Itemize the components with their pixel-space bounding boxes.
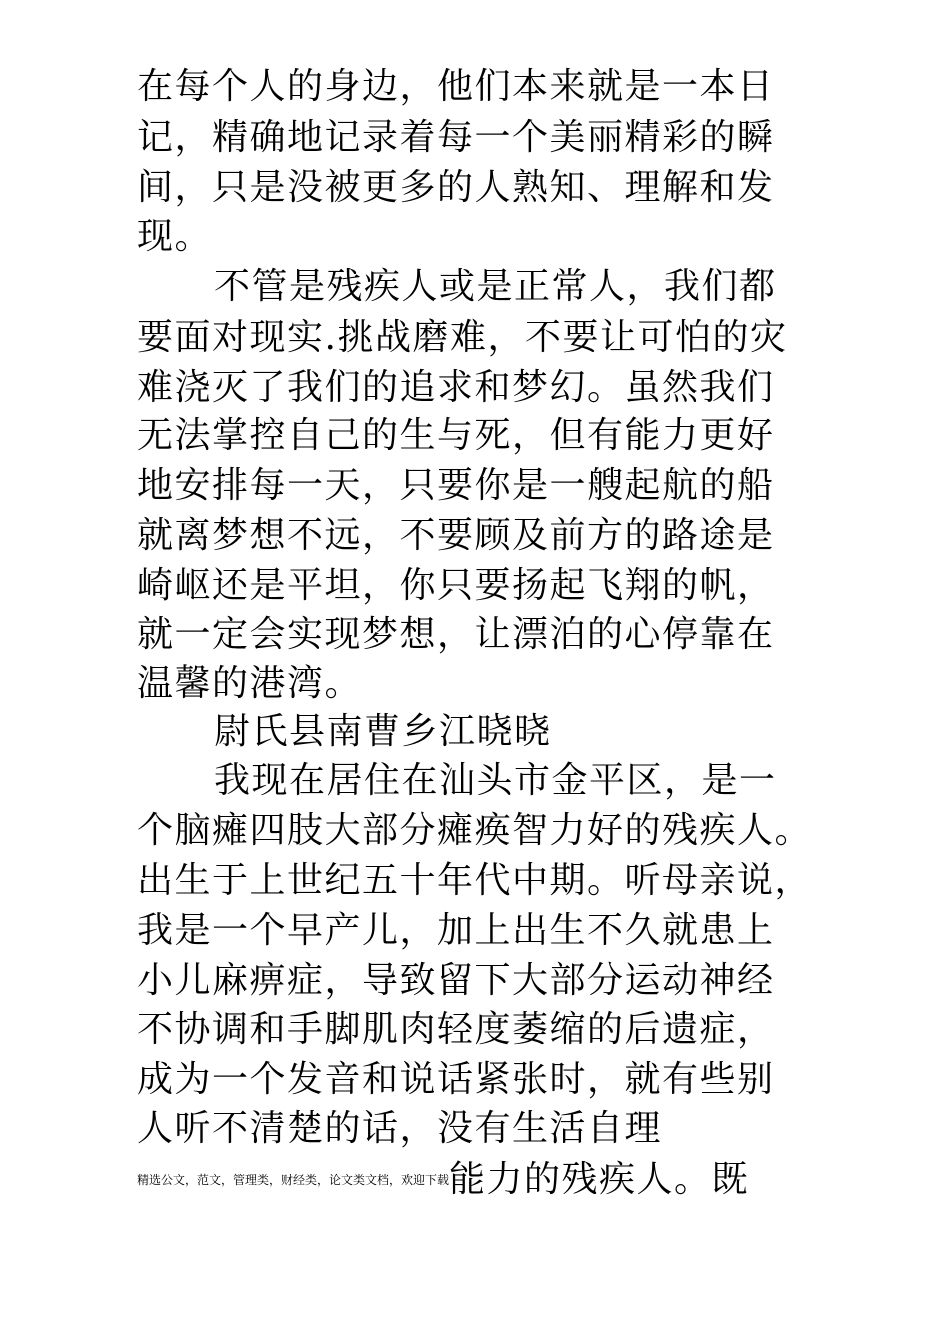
paragraph-2-line-6: 就离梦想不远，不要顾及前方的路途是 (137, 515, 775, 556)
paragraph-3-line-3: 出生于上世纪五十年代中期。听母亲说， (137, 860, 813, 901)
paragraph-2-line-2: 要面对现实.挑战磨难，不要让可怕的灾 (137, 317, 788, 358)
paragraph-3-line-7: 成为一个发音和说话紧张时，就有些别 (137, 1059, 775, 1100)
author-line: 尉氏县南曹乡江晓晓 (214, 711, 552, 752)
paragraph-1-line-4: 现。 (137, 216, 213, 257)
paragraph-3-line-6: 不协调和手脚肌肉轻度萎缩的后遗症， (137, 1009, 775, 1050)
paragraph-1-line-2: 记，精确地记录着每一个美丽精彩的瞬 (137, 117, 775, 158)
paragraph-2-line-5: 地安排每一天，只要你是一艘起航的船 (137, 465, 775, 506)
paragraph-1-line-1: 在每个人的身边，他们本来就是一本日 (137, 66, 775, 107)
paragraph-2-line-3: 难浇灭了我们的追求和梦幻。虽然我们 (137, 367, 775, 408)
paragraph-3-line-1: 我现在居住在汕头市金平区，是一 (214, 760, 777, 801)
continued-text: 能力的残疾人。既 (449, 1159, 750, 1200)
paragraph-1-line-3: 间，只是没被更多的人熟知、理解和发 (137, 167, 775, 208)
paragraph-2-line-4: 无法掌控自己的生与死，但有能力更好 (137, 415, 775, 456)
paragraph-3-line-8: 人听不清楚的话，没有生活自理 (137, 1108, 663, 1149)
paragraph-3-line-4: 我是一个早产儿，加上出生不久就患上 (137, 910, 775, 951)
paragraph-2-line-7: 崎岖还是平坦，你只要扬起飞翔的帆， (137, 565, 775, 606)
paragraph-2-line-9: 温馨的港湾。 (137, 663, 363, 704)
footer-row (137, 1155, 837, 1205)
paragraph-2-line-1: 不管是残疾人或是正常人，我们都 (214, 266, 777, 307)
paragraph-2-line-8: 就一定会实现梦想，让漂泊的心停靠在 (137, 614, 775, 655)
footer-note: 精选公文，范文，管理类，财经类，论文类文档，欢迎下载 (137, 1173, 450, 1187)
paragraph-3-line-2: 个脑瘫四肢大部分瘫痪智力好的残疾人。 (137, 810, 813, 851)
paragraph-3-line-5: 小儿麻痹症，导致留下大部分运动神经 (137, 960, 775, 1001)
